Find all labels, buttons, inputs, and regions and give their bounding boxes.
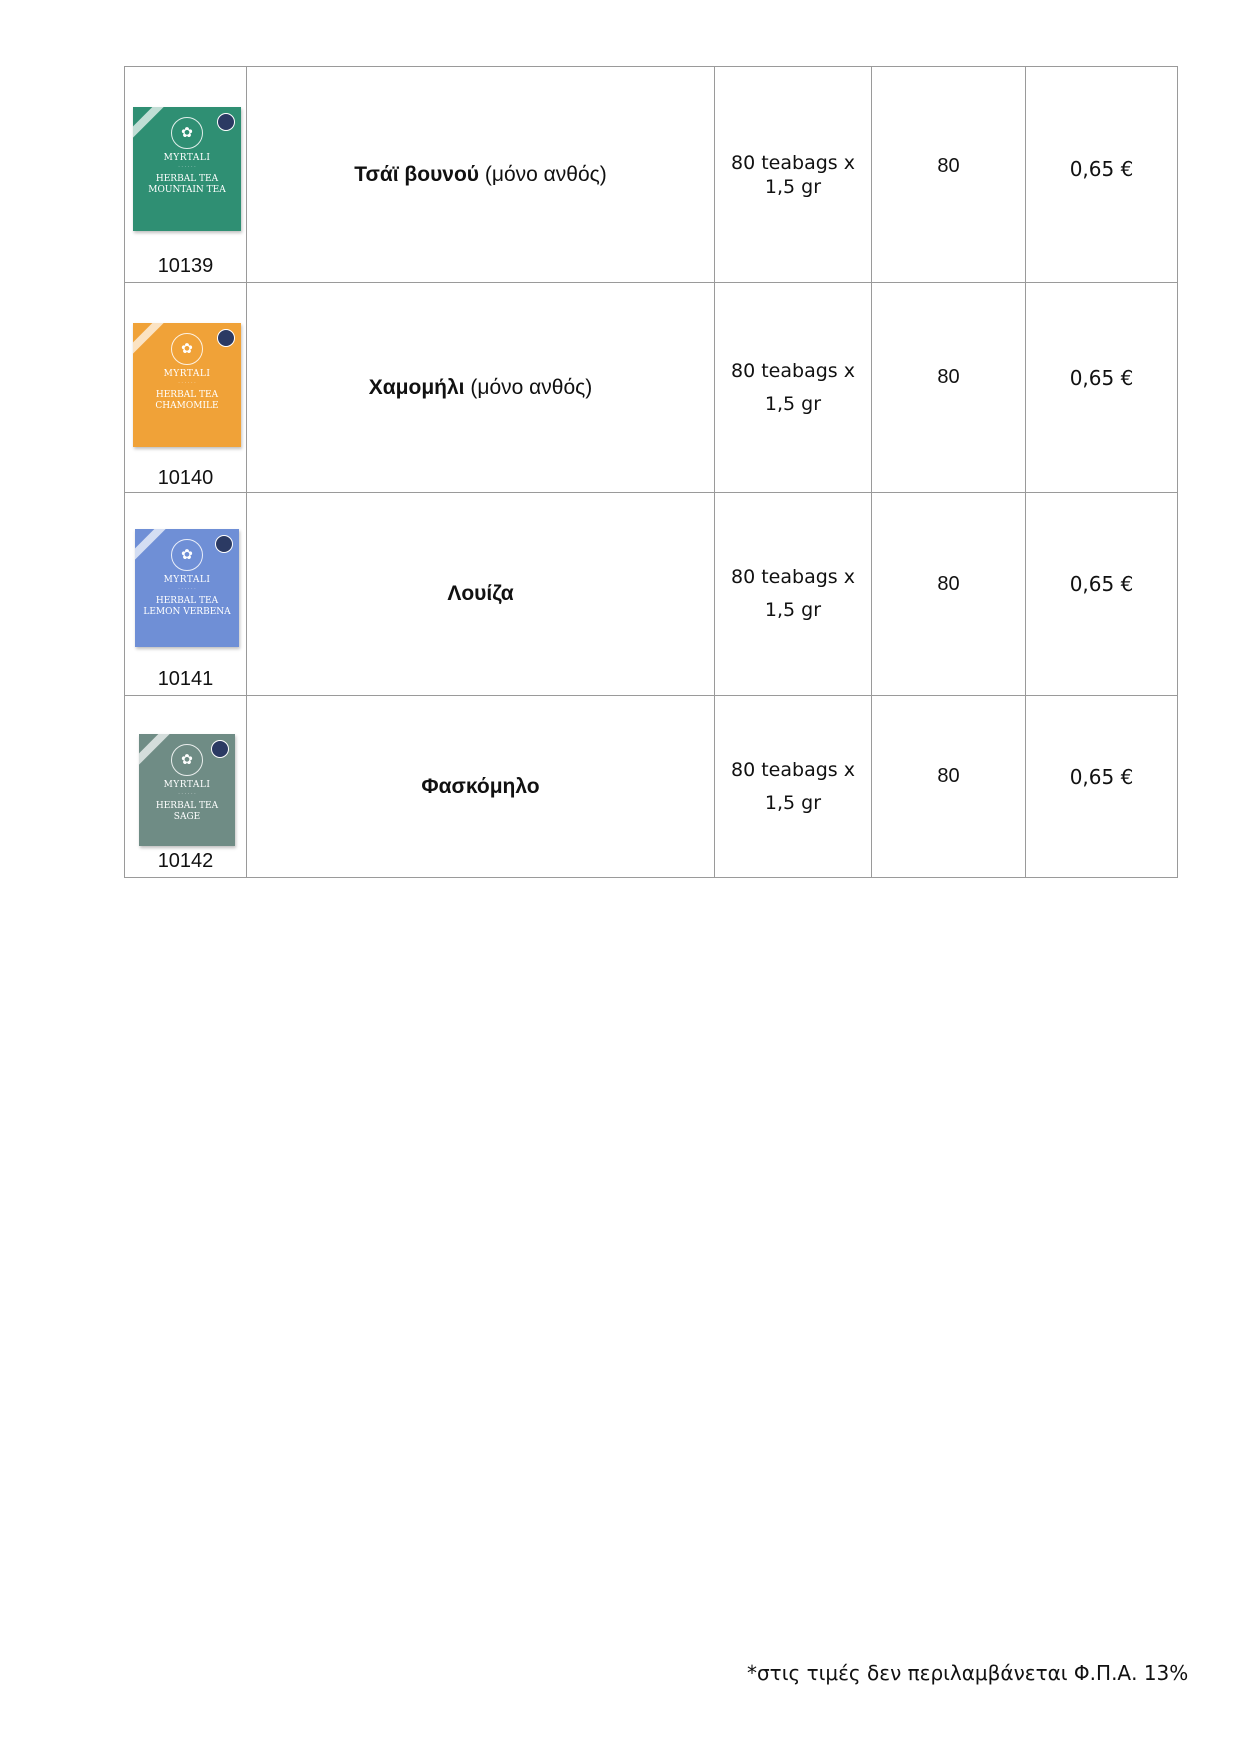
product-name [247,493,715,696]
product-name [247,67,715,283]
seal-icon [215,535,233,553]
quantity: 80 [872,283,1026,493]
product-name-main: Τσάϊ βουνού [354,162,480,186]
quantity: 80 [872,67,1026,283]
table-row [125,67,1178,283]
box-kind: HERBAL TEA [155,596,219,606]
product-name [247,696,715,878]
product-code: 10141 [157,668,214,690]
package-size: 80 teabags x 1,5 gr [715,283,872,493]
table-row [125,283,1178,493]
seal-icon [217,113,235,131]
box-brand: MYRTALI [163,575,211,585]
vat-footnote: *στις τιμές δεν περιλαμβάνεται Φ.Π.Α. 13% [747,1661,1189,1685]
product-box-image: ✿ MYRTALI · · · · · · HERBAL TEA SAGE [139,734,235,846]
product-name-note: (μόνο ανθός) [464,375,593,399]
box-brand: MYRTALI [163,369,211,379]
product-box-image: ✿ MYRTALI · · · · · · HERBAL TEA LEMON VERBENA [135,529,239,647]
seal-icon [217,329,235,347]
box-kind: HERBAL TEA [155,390,219,400]
price: 0,65 € [1026,67,1178,283]
product-image-cell [125,696,247,878]
product-name-note: (μόνο ανθός) [479,162,607,186]
product-name [247,283,715,493]
product-name-main: Φασκόμηλο [421,774,540,798]
box-flavor: LEMON VERBENA [143,607,231,617]
product-name-main: Λουίζα [447,582,514,605]
quantity: 80 [872,696,1026,878]
quantity: 80 [872,493,1026,696]
package-size: 80 teabags x 1,5 gr [715,696,872,878]
product-code: 10142 [157,850,214,872]
emblem-icon: ✿ [171,539,203,571]
seal-icon [211,740,229,758]
product-code: 10140 [157,467,214,489]
product-box-image: ✿ MYRTALI · · · · · · HERBAL TEA CHAMOMILE [133,323,241,447]
emblem-icon: ✿ [171,333,203,365]
box-flavor: SAGE [173,812,201,822]
price: 0,65 € [1026,283,1178,493]
product-code: 10139 [157,255,214,277]
price: 0,65 € [1026,696,1178,878]
product-box-image: ✿ MYRTALI · · · · · · HERBAL TEA MOUNTAIN TEA [133,107,241,231]
box-brand: MYRTALI [163,153,211,163]
package-size: 80 teabags x 1,5 gr [715,67,872,283]
box-kind: HERBAL TEA [155,801,219,811]
price: 0,65 € [1026,493,1178,696]
table-row [125,696,1178,878]
product-table [124,66,1178,878]
box-flavor: MOUNTAIN TEA [148,185,226,195]
table-row [125,493,1178,696]
emblem-icon: ✿ [171,744,203,776]
product-image-cell [125,493,247,696]
product-name-main: Χαμομήλι [368,375,465,399]
package-size: 80 teabags x 1,5 gr [715,493,872,696]
emblem-icon: ✿ [171,117,203,149]
product-image-cell [125,283,247,493]
product-image-cell [125,67,247,283]
box-kind: HERBAL TEA [155,174,219,184]
box-flavor: CHAMOMILE [155,401,219,411]
box-brand: MYRTALI [163,780,211,790]
